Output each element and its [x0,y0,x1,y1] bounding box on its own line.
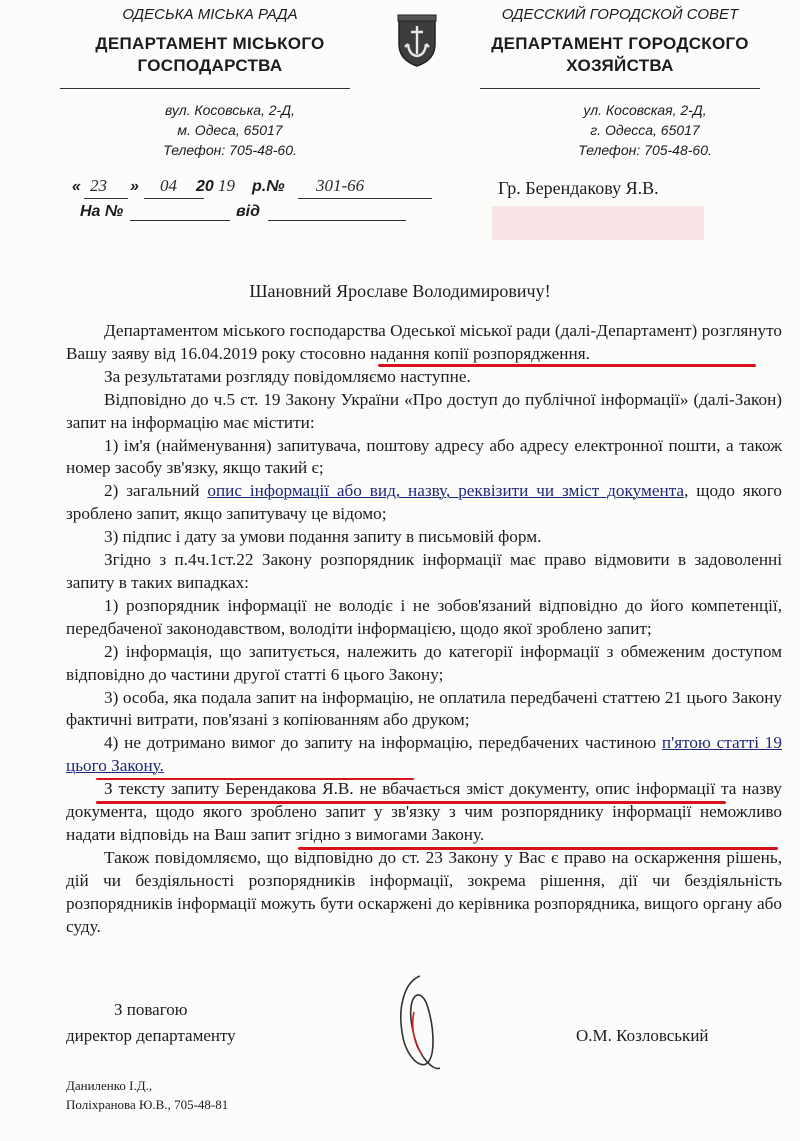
left-department-line1: ДЕПАРТАМЕНТ МІСЬКОГО [95,34,325,53]
left-address-city: м. Одеса, 65017 [177,122,283,138]
request-date-highlight: від 16.04.2019 року стосовно надання копії розпорядження [153,343,586,363]
paragraph-request [66,320,782,366]
executor-line-2: Поліхранова Ю.В., 705-48-81 [66,1097,229,1112]
outgoing-number-label: р.№ [252,178,285,195]
left-header-rule [60,88,350,89]
refusal-4-lead: 4) не дотримано вимог до запиту на інформацію, передбачених частиною [104,733,662,753]
requirement-2-underlined: опис інформації або вид, назву, реквізити чи зміст документа [207,481,685,501]
closing-position: директор департаменту [66,1026,236,1045]
reference-from-label: від [236,203,260,220]
list-item-requirement-2 [66,480,782,526]
salutation: Шановний Ярославе Володимировичу! [249,281,551,301]
outgoing-number: 301-66 [316,176,365,195]
outgoing-number-underline [298,198,432,199]
right-department-line1: ДЕПАРТАМЕНТ ГОРОДСКОГО [491,34,749,53]
refusal-4-underlined: п'ятою статті 19 цього Закону. [66,733,782,776]
decision-highlight-1: З тексту запиту Берендакова Я.В. не вбачається зміст документу [104,779,586,799]
date-month-underline [144,198,204,199]
left-council-name: ОДЕСЬКА МІСЬКА РАДА [122,6,298,23]
list-item-requirement-3: 3) підпис і дату за умови подання запиту в письмовій форм. [104,527,542,547]
letter-body [66,320,782,938]
left-department-line2: ГОСПОДАРСТВА [137,56,283,75]
recipient-address-redacted [492,206,704,240]
paragraph-law-reference: Відповідно до ч.5 ст. 19 Закону України «Про доступ до публічної інформації» (далі-Закон) запит на інформацію має містити: [66,389,782,432]
date-close-quote: » [130,178,139,195]
requirement-2-lead: 2) загальний [104,481,208,501]
date-year-prefix: 20 [196,178,214,195]
red-pen-underline-refusal-4 [96,778,414,780]
right-council-name: ОДЕССКИЙ ГОРОДСКОЙ СОВЕТ [501,6,739,23]
paragraph-request-text: Департаментом міського господарства Одеської міської ради (далі-Департамент) розглянуто Вашу заяву [66,321,782,363]
closing-regards: З повагою [114,1000,188,1019]
reference-date-blank [268,220,406,221]
list-item-refusal-2: 2) інформація, що запитується, належить до категорії інформації з обмеженим доступом відповідно до частини другої статті 6 цього Закону; [66,641,782,684]
paragraph-refusal-grounds: Згідно з п.4ч.1ст.22 Закону розпорядник інформації має право відмовити в задоволенні запиту в таких випадках: [66,550,782,592]
left-address-block [120,100,340,160]
paragraph-appeal-right: Також повідомляємо, що відповідно до ст. 23 Закону у Вас є право на оскарження рішень, дій чи бездіяльності розпорядників інформації, зокрема рішення, дії чи бездіяльність розпорядників інформації можуть бути оскаржені до керівника розпорядника, вищого органу або суду. [66,847,782,936]
right-address-block [535,100,755,160]
date-day: 23 [90,176,107,195]
registry-line [72,176,442,202]
reference-line [72,203,412,227]
letterhead-left [60,6,360,77]
signatory-name: О.М. Козловський [576,1026,709,1045]
date-day-underline [84,198,128,199]
list-item-requirement-1: 1) ім'я (найменування) запитувача, поштову адресу або адресу електронної пошти, а також номер засобу зв'язку, якщо такий є; [66,435,782,478]
red-pen-underline-decision-1 [96,801,726,804]
list-item-refusal-4 [66,732,782,778]
right-address-city: г. Одесса, 65017 [590,122,700,138]
date-month: 04 [160,176,177,195]
list-item-refusal-1: 1) розпорядник інформації не володіє і не зобов'язаний відповідно до його компетенції, передбаченої законодавством, володіти інформацією, щодо якої зроблено запит; [66,595,782,638]
decision-middle: , опис інформації та назву документа, щодо якого зроблено запит у зв'язку з чим розпоряднику інформації [66,779,782,822]
date-year-suffix: 19 [218,176,235,195]
left-address-phone: Телефон: 705-48-60. [163,142,297,158]
right-header-rule [480,88,760,89]
recipient: Гр. Берендакову Я.В. [498,178,659,198]
right-address-street: ул. Косовская, 2-Д, [583,102,707,118]
right-department-line2: ХОЗЯЙСТВА [566,56,674,75]
list-item-refusal-3: 3) особа, яка подала запит на інформацію, не оплатила передбачені статтею 21 цього Закону фактичні витрати, пов'язані з копіюванням або друком; [66,687,782,730]
executor-line-1: Даниленко І.Д., [66,1078,153,1093]
red-pen-underline-decision-2 [298,847,778,850]
decision-tail: вимогами Закону. [351,824,485,844]
odesa-coat-of-arms-icon [396,14,438,68]
requirement-2-tail: , щодо якого зроблено запит, якщо запитувачу це відомо; [66,481,782,524]
decision-highlight-2: неможливо надати відповідь на Ваш запит згідно з [66,802,782,844]
paragraph-results: За результатами розгляду повідомляємо наступне. [104,366,471,386]
handwritten-signature [390,968,450,1078]
right-address-phone: Телефон: 705-48-60. [578,142,712,158]
red-pen-underline-request [378,364,756,367]
paragraph-request-end: . [585,343,590,363]
reference-number-label: На № [80,203,124,220]
letterhead-right [470,6,770,77]
date-open-quote: « [72,178,81,195]
left-address-street: вул. Косовська, 2-Д, [165,102,295,118]
paragraph-decision [66,778,782,847]
reference-number-blank [130,220,230,221]
